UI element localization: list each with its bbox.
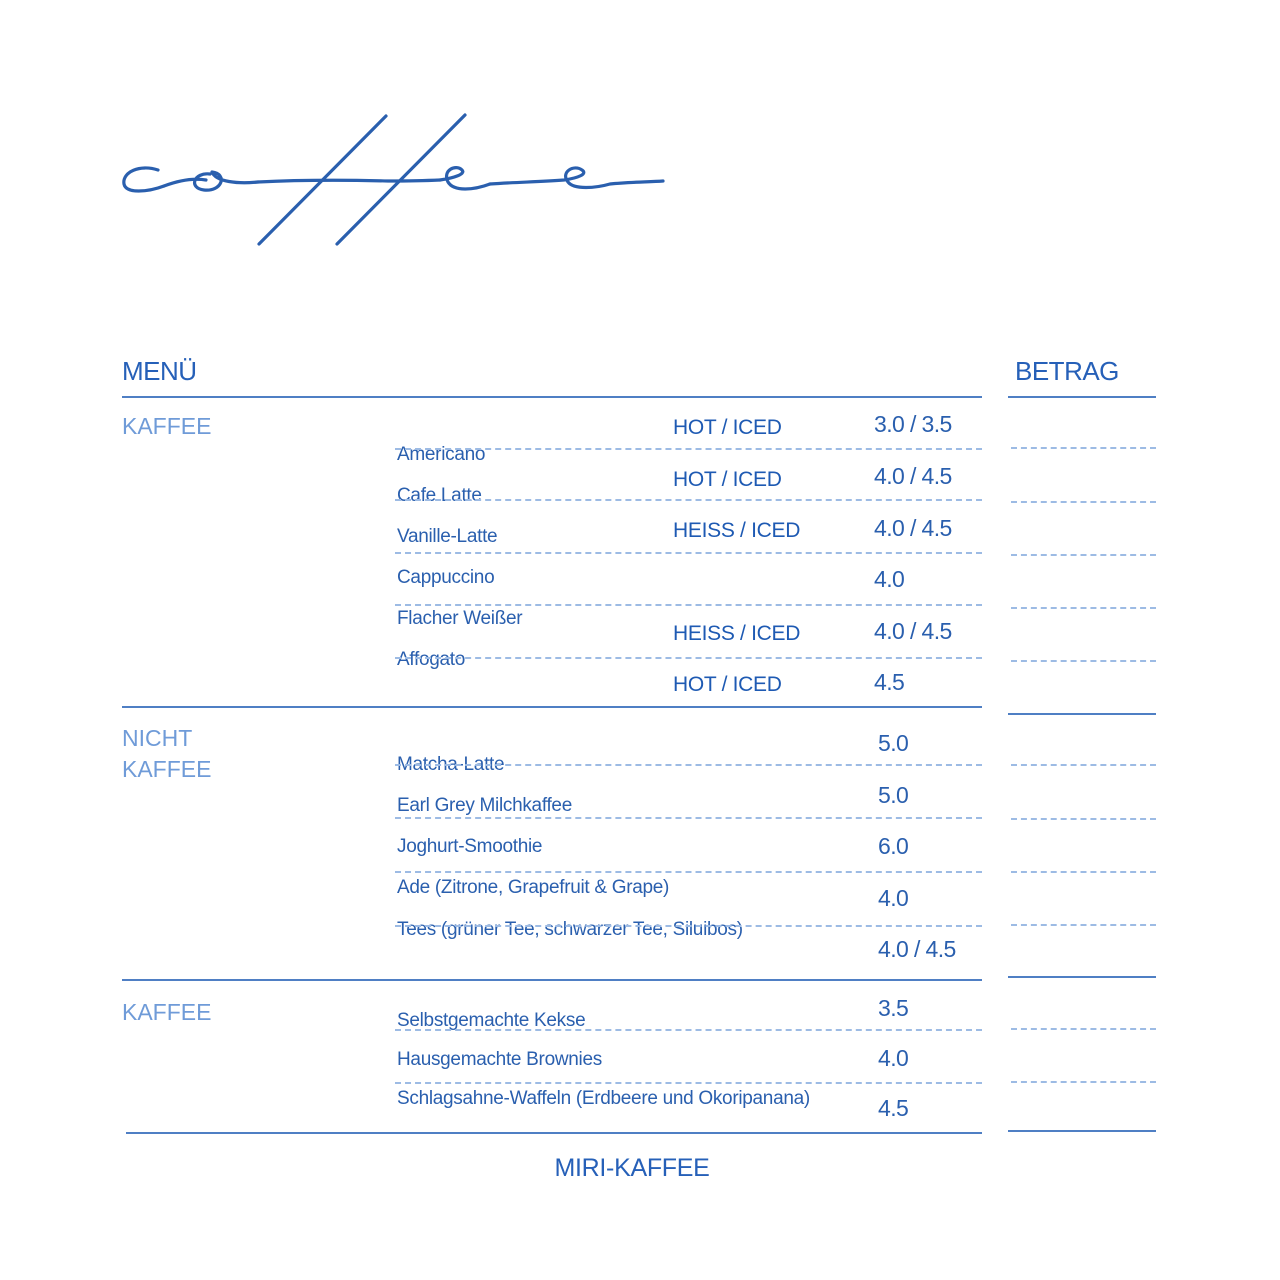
- row-divider: [395, 499, 982, 501]
- menu-item: Ade (Zitrone, Grapefruit & Grape): [397, 877, 670, 898]
- price: 3.0 / 3.5: [874, 411, 952, 437]
- category-label: [122, 723, 211, 785]
- category-label-line: NICHT: [122, 725, 193, 751]
- row-divider: [395, 764, 982, 766]
- menu-item: Americano: [397, 444, 486, 465]
- row-divider: [395, 1082, 982, 1084]
- amount-divider: [1011, 764, 1156, 766]
- price: 4.0 / 4.5: [874, 515, 952, 541]
- menu-item: Tees (grüner Tee, schwarzer Tee, Siluibos): [397, 919, 743, 940]
- price: 6.0: [878, 833, 909, 859]
- section-rule: [122, 979, 982, 981]
- menu-item: Earl Grey Milchkaffee: [397, 795, 572, 816]
- amount-divider: [1011, 607, 1156, 609]
- category-label: KAFFEE: [122, 999, 212, 1025]
- price: 4.0 / 4.5: [878, 936, 956, 962]
- amount-divider: [1011, 1028, 1156, 1030]
- category-label: KAFFEE: [122, 413, 212, 439]
- row-divider: [395, 657, 982, 659]
- row-divider: [395, 817, 982, 819]
- menu-header: MENÜ: [122, 356, 197, 386]
- menu-item: Matcha-Latte: [397, 754, 505, 775]
- row-divider: [395, 604, 982, 606]
- price: 4.5: [874, 669, 905, 695]
- temperature-option: HEISS / ICED: [673, 519, 801, 542]
- price: 4.0: [878, 885, 909, 911]
- temperature-option: HOT / ICED: [673, 673, 782, 696]
- amount-divider: [1011, 554, 1156, 556]
- price: 5.0: [878, 730, 909, 756]
- row-divider: [395, 871, 982, 873]
- price: 4.0: [874, 566, 905, 592]
- amount-divider: [1011, 501, 1156, 503]
- price: 3.5: [878, 995, 909, 1021]
- price: 4.0: [878, 1045, 909, 1071]
- amount-section-rule: [1008, 713, 1156, 715]
- temperature-option: HEISS / ICED: [673, 622, 801, 645]
- footer-brand: MIRI-KAFFEE: [554, 1154, 710, 1182]
- header-rule-left: [122, 396, 982, 398]
- amount-section-rule: [1008, 976, 1156, 978]
- price: 4.0 / 4.5: [874, 618, 952, 644]
- amount-divider: [1011, 924, 1156, 926]
- section-rule: [122, 706, 982, 708]
- category-label-line: KAFFEE: [122, 756, 212, 782]
- menu-item: Vanille-Latte: [397, 526, 498, 547]
- menu-item: Hausgemachte Brownies: [397, 1049, 602, 1070]
- row-divider: [395, 925, 982, 927]
- section-rule: [126, 1132, 982, 1134]
- menu-item: Joghurt-Smoothie: [397, 836, 543, 857]
- row-divider: [395, 448, 982, 450]
- amount-divider: [1011, 1081, 1156, 1083]
- amount-divider: [1011, 447, 1156, 449]
- temperature-option: HOT / ICED: [673, 468, 782, 491]
- menu-item: Cappuccino: [397, 567, 495, 588]
- header-rule-right: [1008, 396, 1156, 398]
- amount-header: BETRAG: [1015, 356, 1119, 386]
- menu-item: Affogato: [397, 649, 466, 670]
- row-divider: [395, 552, 982, 554]
- coffee-script-logo: [118, 108, 678, 258]
- menu-item: Selbstgemachte Kekse: [397, 1010, 586, 1031]
- price: 4.0 / 4.5: [874, 463, 952, 489]
- amount-divider: [1011, 818, 1156, 820]
- amount-divider: [1011, 871, 1156, 873]
- menu-item: Cafe Latte: [397, 485, 482, 506]
- row-divider: [395, 1029, 982, 1031]
- price: 5.0: [878, 782, 909, 808]
- price: 4.5: [878, 1095, 909, 1121]
- temperature-option: HOT / ICED: [673, 416, 782, 439]
- amount-section-rule: [1008, 1130, 1156, 1132]
- amount-divider: [1011, 660, 1156, 662]
- menu-item: Flacher Weißer: [397, 608, 523, 629]
- menu-item: Schlagsahne-Waffeln (Erdbeere und Okoripanana): [397, 1088, 810, 1109]
